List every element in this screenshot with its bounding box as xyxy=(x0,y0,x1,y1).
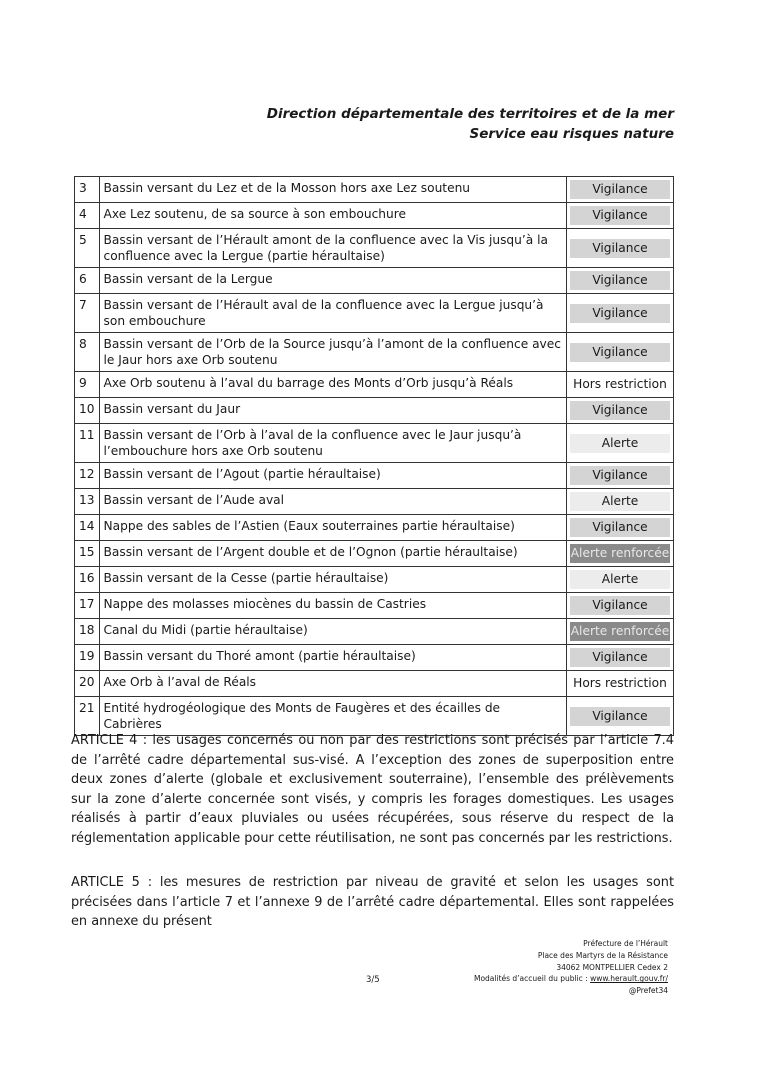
article-4: ARTICLE 4 : les usages concernés ou non par des restrictions sont précisés par l’article 7.4 de l’arrêté cadre départemental sus-visé. A l’exception des zones de superposition entre deux zones d’alerte (globale et exclusivement souterraine), l’ensemble des prélèvements sur la zone d’alerte concernée sont visés, y compris les forages domestiques. Les usages réalisés à partir d’eaux pluviales ou usées récupérées, sous réserve du respect de la réglementation applicable pour cette réutilisation, ne sont pas concernés par les restrictions. xyxy=(71,733,674,846)
zone-status-badge: Vigilance xyxy=(570,596,670,615)
zone-name: Bassin versant de l’Hérault aval de la confluence avec la Lergue jusqu’à son embouchure xyxy=(99,294,566,333)
zone-status-badge: Vigilance xyxy=(570,271,670,290)
zone-name: Bassin versant de la Cesse (partie héraultaise) xyxy=(99,567,566,593)
zone-status-cell xyxy=(567,203,674,229)
zone-status-cell xyxy=(567,515,674,541)
zone-status-cell xyxy=(567,619,674,645)
zone-name: Bassin versant de l’Orb de la Source jusqu’à l’amont de la confluence avec le Jaur hors axe Orb soutenu xyxy=(99,333,566,372)
zone-number: 5 xyxy=(75,229,100,268)
footer-address xyxy=(474,938,668,997)
zone-status-badge: Alerte xyxy=(570,570,670,589)
zone-name: Axe Orb soutenu à l’aval du barrage des Monts d’Orb jusqu’à Réals xyxy=(99,372,566,398)
zone-name: Bassin versant de l’Aude aval xyxy=(99,489,566,515)
zone-number: 15 xyxy=(75,541,100,567)
zone-name: Axe Lez soutenu, de sa source à son embouchure xyxy=(99,203,566,229)
zone-name: Canal du Midi (partie héraultaise) xyxy=(99,619,566,645)
zone-status-badge: Alerte renforcée xyxy=(570,622,670,641)
footer-street: Place des Martyrs de la Résistance xyxy=(537,950,668,960)
zone-name: Axe Orb à l’aval de Réals xyxy=(99,671,566,697)
zone-status-badge: Vigilance xyxy=(570,401,670,420)
table-row xyxy=(75,424,674,463)
zone-name: Entité hydrogéologique des Monts de Faugères et des écailles de Cabrières xyxy=(99,697,566,736)
zone-number: 4 xyxy=(75,203,100,229)
header-service: Service eau risques nature xyxy=(469,126,674,142)
table-row xyxy=(75,203,674,229)
zone-status-cell xyxy=(567,424,674,463)
table-row xyxy=(75,333,674,372)
zone-status-cell xyxy=(567,372,674,398)
zone-status-cell xyxy=(567,398,674,424)
table-row xyxy=(75,463,674,489)
zone-name: Bassin versant de l’Agout (partie héraultaise) xyxy=(99,463,566,489)
table-row xyxy=(75,398,674,424)
zone-number: 10 xyxy=(75,398,100,424)
zone-status-badge: Vigilance xyxy=(570,707,670,726)
zone-status-badge: Vigilance xyxy=(570,206,670,225)
alert-zones-table xyxy=(74,176,674,736)
table-row xyxy=(75,541,674,567)
zone-status-badge: Vigilance xyxy=(570,648,670,667)
table-row xyxy=(75,593,674,619)
zone-name: Bassin versant de l’Hérault amont de la confluence avec la Vis jusqu’à la confluence avec la Lergue (partie héraultaise) xyxy=(99,229,566,268)
zone-number: 13 xyxy=(75,489,100,515)
zone-status-badge: Hors restriction xyxy=(573,377,667,391)
zone-name: Bassin versant du Jaur xyxy=(99,398,566,424)
footer-twitter: @Prefet34 xyxy=(628,986,668,996)
table-row xyxy=(75,229,674,268)
zone-status-cell xyxy=(567,593,674,619)
footer-reception xyxy=(474,973,668,985)
zone-number: 8 xyxy=(75,333,100,372)
zone-number: 12 xyxy=(75,463,100,489)
table-row xyxy=(75,619,674,645)
zone-status-cell xyxy=(567,697,674,736)
zone-status-cell xyxy=(567,645,674,671)
zone-number: 19 xyxy=(75,645,100,671)
zone-number: 16 xyxy=(75,567,100,593)
zone-status-badge: Vigilance xyxy=(570,180,670,199)
zone-status-cell xyxy=(567,268,674,294)
footer-city: 34062 MONTPELLIER Cedex 2 xyxy=(556,962,668,972)
table-row xyxy=(75,268,674,294)
zone-status-cell xyxy=(567,294,674,333)
zone-number: 11 xyxy=(75,424,100,463)
zone-number: 7 xyxy=(75,294,100,333)
zone-status-badge: Vigilance xyxy=(570,343,670,362)
table-row xyxy=(75,515,674,541)
zone-status-cell xyxy=(567,671,674,697)
zone-status-badge: Alerte xyxy=(570,492,670,511)
article-5: ARTICLE 5 : les mesures de restriction par niveau de gravité et selon les usages sont précisées dans l’article 7 et l’annexe 9 de l’arrêté cadre départemental. Elles sont rappelées en annexe du présent xyxy=(71,875,674,929)
zone-number: 3 xyxy=(75,177,100,203)
zone-name: Bassin versant du Lez et de la Mosson hors axe Lez soutenu xyxy=(99,177,566,203)
table-row xyxy=(75,671,674,697)
zone-number: 20 xyxy=(75,671,100,697)
zone-status-cell xyxy=(567,541,674,567)
zone-status-cell xyxy=(567,229,674,268)
table-row xyxy=(75,645,674,671)
zone-number: 6 xyxy=(75,268,100,294)
zone-status-cell xyxy=(567,177,674,203)
zone-number: 17 xyxy=(75,593,100,619)
header-direction: Direction départementale des territoires et de la mer xyxy=(266,106,674,122)
zone-status-cell xyxy=(567,489,674,515)
footer-website-link[interactable]: www.herault.gouv.fr/ xyxy=(590,974,668,984)
table-row xyxy=(75,489,674,515)
zone-number: 18 xyxy=(75,619,100,645)
zone-number: 9 xyxy=(75,372,100,398)
table-row xyxy=(75,697,674,736)
zone-status-cell xyxy=(567,463,674,489)
zone-status-badge: Vigilance xyxy=(570,239,670,258)
table-row xyxy=(75,372,674,398)
document-header xyxy=(267,104,674,144)
zone-status-badge: Vigilance xyxy=(570,518,670,537)
page-number: 3/5 xyxy=(366,975,380,985)
zone-status-badge: Alerte renforcée xyxy=(570,544,670,563)
zone-number: 21 xyxy=(75,697,100,736)
zone-name: Bassin versant de l’Argent double et de l’Ognon (partie héraultaise) xyxy=(99,541,566,567)
zone-status-badge: Hors restriction xyxy=(573,676,667,690)
footer-prefecture: Préfecture de l’Hérault xyxy=(583,939,668,948)
table-row xyxy=(75,567,674,593)
alert-zones-table-body xyxy=(75,177,674,736)
zone-status-badge: Vigilance xyxy=(570,466,670,485)
zone-name: Bassin versant de la Lergue xyxy=(99,268,566,294)
zone-status-badge: Alerte xyxy=(570,434,670,453)
zone-number: 14 xyxy=(75,515,100,541)
zone-status-badge: Vigilance xyxy=(570,304,670,323)
table-row xyxy=(75,294,674,333)
zone-name: Bassin versant de l’Orb à l’aval de la confluence avec le Jaur jusqu’à l’embouchure hors axe Orb soutenu xyxy=(99,424,566,463)
zone-name: Nappe des molasses miocènes du bassin de Castries xyxy=(99,593,566,619)
zone-status-cell xyxy=(567,567,674,593)
zone-name: Nappe des sables de l’Astien (Eaux souterraines partie héraultaise) xyxy=(99,515,566,541)
zone-status-cell xyxy=(567,333,674,372)
table-row xyxy=(75,177,674,203)
zone-name: Bassin versant du Thoré amont (partie héraultaise) xyxy=(99,645,566,671)
footer-reception-label: Modalités d’accueil du public : xyxy=(473,974,591,984)
